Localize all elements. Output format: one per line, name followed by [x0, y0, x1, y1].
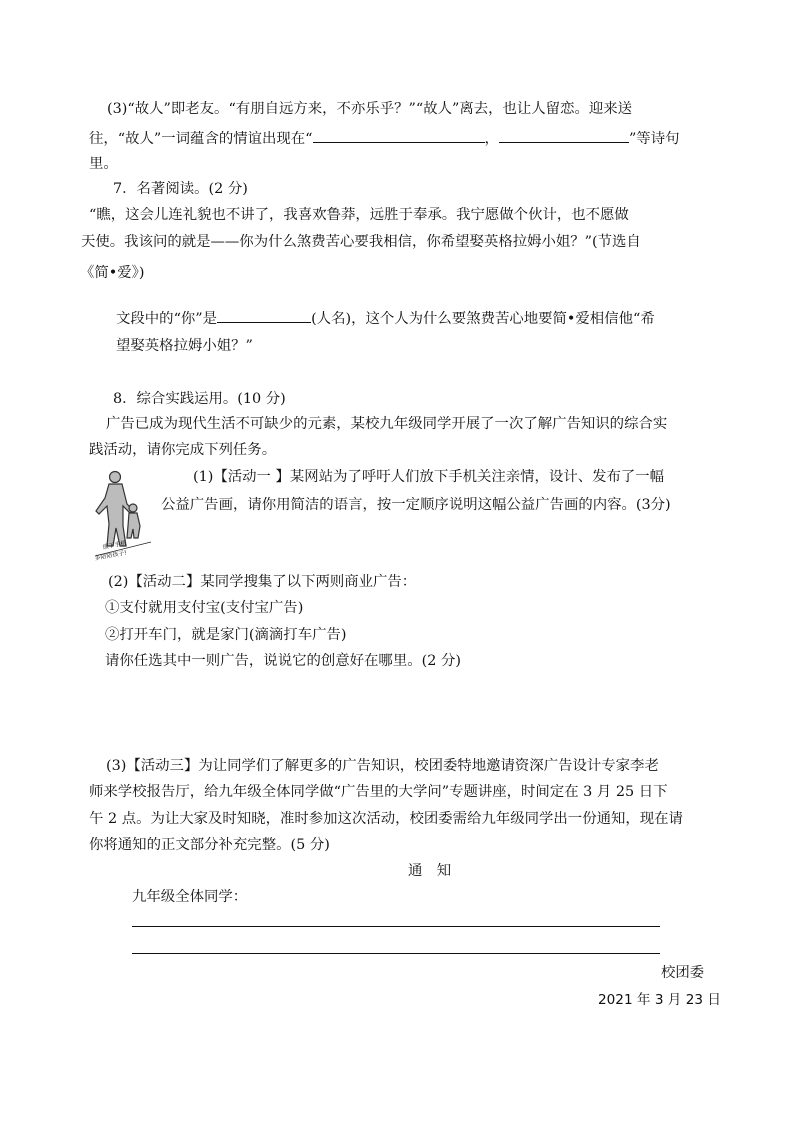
adult-head-shape	[110, 472, 121, 483]
q7-source: 《简•爱》)	[80, 265, 145, 281]
answer-blank-poem-1[interactable]	[313, 128, 485, 143]
q6-3-line1: (3)“故人”即老友。“有朋自远方来，不亦乐乎？”“故人”离去，也让人留恋。迎来送	[107, 101, 633, 117]
q8-act3-line3: 午 2 点。为让大家及时知晓，准时参加这次活动，校团委需给九年级同学出一份通知，现在请	[89, 811, 683, 827]
q7-heading: 7．名著阅读。(2 分)	[113, 181, 248, 197]
answer-blank-poem-2[interactable]	[499, 128, 629, 143]
q8-act2-line1: (2)【活动二】某同学搜集了以下两则商业广告：	[108, 574, 417, 590]
q8-act3-line1: (3)【活动三】为让同学们了解更多的广告知识，校团委特地邀请资深广告设计专家李老	[106, 758, 659, 774]
q8-intro-line1: 广告已成为现代生活不可缺少的元素，某校九年级同学开展了一次了解广告知识的综合实	[106, 416, 668, 432]
q8-act3-line2: 师来学校报告厅，给九年级全体同学做“广告里的大学问”专题讲座，时间定在 3 月 25 日下	[89, 784, 668, 800]
q7-ask-text-b: (人名)，这个人为什么要煞费苦心地要简•爱相信他“希	[311, 311, 655, 327]
q6-3-line2-text-b: ”等诗句	[628, 131, 680, 147]
q8-act1-line1: (1)【活动一 】某网站为了呼吁人们放下手机关注亲情，设计、发布了一幅	[193, 469, 665, 485]
q6-3-line2-text-a: 往，“故人”一词蕴含的情谊出现在“	[89, 131, 313, 147]
q6-3-line2-sep: ，	[484, 131, 499, 147]
q8-act2-ask: 请你任选其中一则广告，说说它的创意好在哪里。(2 分)	[105, 653, 461, 669]
notice-greeting: 九年级全体同学：	[132, 889, 248, 905]
q8-act2-ad2: ②打开车门，就是家门(滴滴打车广告)	[105, 627, 347, 643]
q6-3-line3: 里。	[89, 156, 118, 172]
child-silhouette-shape	[127, 513, 140, 538]
poster-caption-1: 放下手机	[102, 539, 127, 551]
poster-caption-2: 多陪陪孩子!	[94, 549, 128, 562]
q7-ask-text-a: 文段中的“你”是	[116, 311, 218, 327]
q8-heading: 8．综合实践运用。(10 分)	[113, 391, 286, 407]
q7-ask-line2: 望娶英格拉姆小姐？”	[116, 338, 253, 354]
q8-act3-line4: 你将通知的正文部分补充完整。(5 分)	[89, 837, 330, 853]
q7-quote-line1: “瞧，这会儿连礼貌也不讲了，我喜欢鲁莽，远胜于奉承。我宁愿做个伙计，也不愿做	[89, 207, 629, 223]
child-head-shape	[129, 504, 137, 512]
q7-quote-line2: 天使。我该问的就是——你为什么煞费苦心要我相信，你希望娶英格拉姆小姐？”(节选自	[81, 234, 641, 250]
notice-answer-line-1[interactable]	[132, 926, 660, 927]
q7-ask-line1	[116, 308, 655, 328]
q8-act2-ad1: ①支付就用支付宝(支付宝广告)	[105, 600, 304, 616]
answer-blank-name[interactable]	[217, 308, 311, 323]
notice-title: 通 知	[408, 863, 452, 879]
notice-signature: 校团委	[661, 965, 705, 981]
q8-intro-line2: 践活动，请你完成下列任务。	[89, 442, 277, 458]
public-service-poster-image	[89, 468, 159, 564]
notice-date: 2021 年 3 月 23 日	[598, 992, 721, 1008]
q8-act1-line2: 公益广告画，请你用简洁的语言，按一定顺序说明这幅公益广告画的内容。(3分)	[161, 497, 671, 513]
q6-3-line2	[89, 128, 679, 148]
notice-answer-line-2[interactable]	[132, 953, 660, 954]
